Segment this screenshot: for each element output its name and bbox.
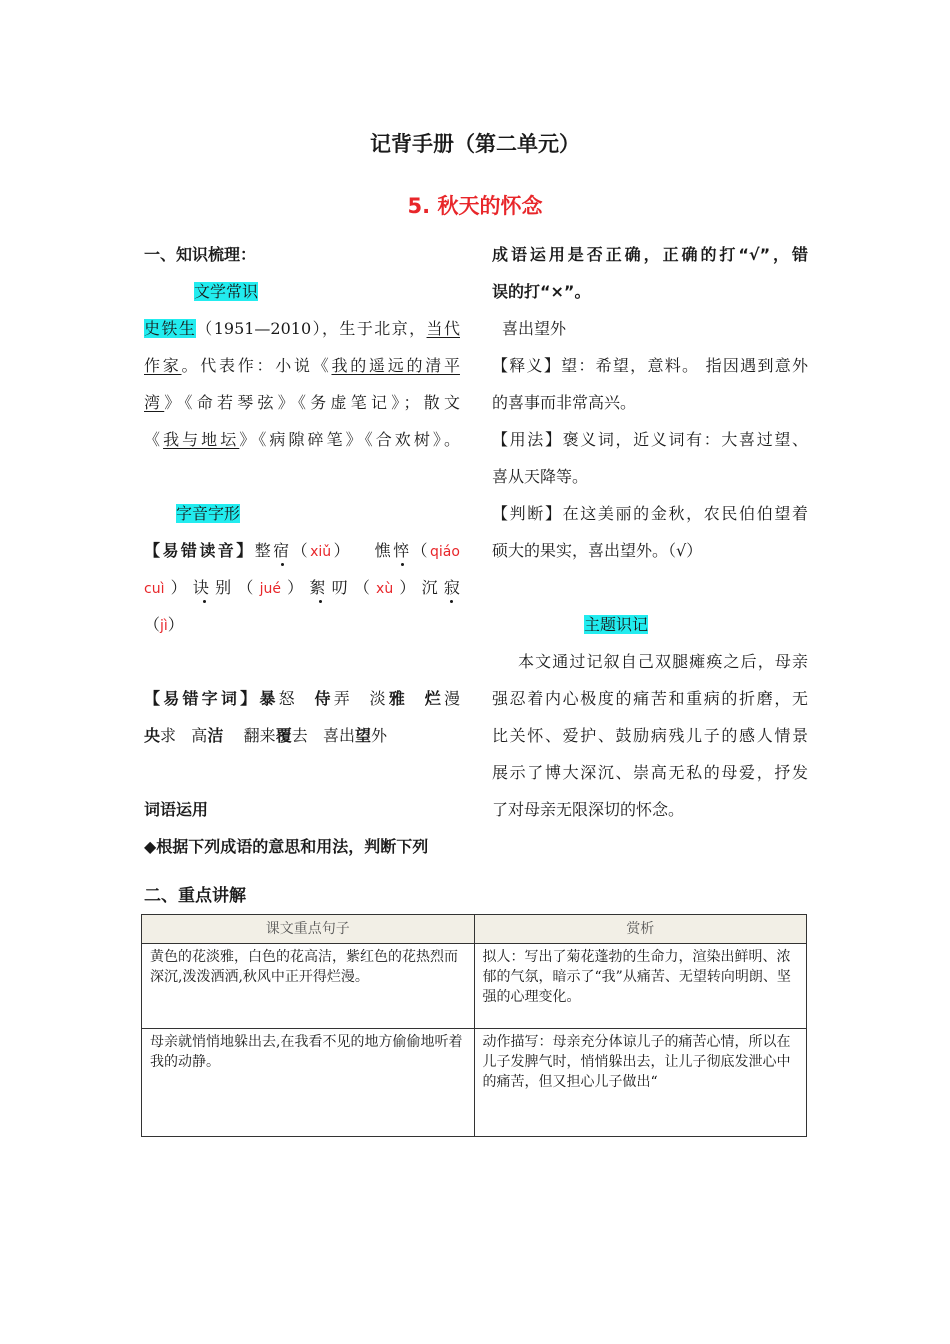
theme-heading: 主题识记 xyxy=(584,615,649,634)
usage-heading: 词语运用 xyxy=(144,800,209,819)
meaning-line-1: 【释义】望：希望，意料。 指因遇到意外 xyxy=(492,356,808,375)
table-header-row xyxy=(142,915,807,944)
table-cell-sentence: 母亲就悄悄地躲出去,在我看不见的地方偷偷地听着我的动静。 xyxy=(142,1029,475,1137)
pron-line-1: 【易错读音】整宿（xiǔ） 憔悴（qiáo xyxy=(144,541,460,560)
theme-line-4: 展示了博大深沉、崇高无私的母爱，抒发 xyxy=(492,763,808,782)
works-line-2: 湾》《命若琴弦》《务虚笔记》；散文 xyxy=(144,393,460,412)
theme-line-1: 本文通过记叙自己双腿瘫痪之后，母亲 xyxy=(518,652,808,671)
theme-line-3: 比关怀、爱护、鼓励病残儿子的感人情景 xyxy=(492,726,808,745)
pron-line-2: cuì）诀别（jué）絮叨（xù）沉寂 xyxy=(144,578,460,597)
instr-line-1: 成语运用是否正确，正确的打“√”，错 xyxy=(492,245,808,264)
section2-title: 二、重点讲解 xyxy=(144,886,246,906)
usage-line-1: 【用法】褒义词，近义词有：大喜过望、 xyxy=(492,430,808,449)
table-row xyxy=(142,944,807,1029)
works-line-1: 作家。代表作：小说《我的遥远的清平 xyxy=(144,356,460,375)
words-line-1: 【易错字词】暴怒 侍弄 淡雅 烂漫 xyxy=(144,689,460,708)
judge-line-2: 硕大的果实，喜出望外。（√） xyxy=(492,541,703,560)
instr-line-2: 误的打“×”。 xyxy=(492,282,591,301)
author-name: 史铁生 xyxy=(144,319,197,338)
table-cell-analysis: 动作描写：母亲充分体谅儿子的痛苦心情，所以在儿子发脾气时，悄悄躲出去，让儿子彻底发泄心中的痛苦，但又担心儿子做出“ xyxy=(474,1029,807,1137)
lesson-title: 5. 秋天的怀念 xyxy=(407,194,543,218)
usage-line-2: 喜从天降等。 xyxy=(492,467,589,486)
right-column xyxy=(492,236,808,828)
key-sentences-table xyxy=(141,914,807,1137)
meaning-line-2: 的喜事而非常高兴。 xyxy=(492,393,637,412)
judge-line-1: 【判断】在这美丽的金秋，农民伯伯望着 xyxy=(492,504,808,523)
pron-heading: 字音字形 xyxy=(176,504,241,523)
table-row xyxy=(142,1029,807,1137)
table-cell-sentence: 黄色的花淡雅，白色的花高洁，紫红色的花热烈而深沉,泼泼洒洒,秋风中正开得烂漫。 xyxy=(142,944,475,1029)
words-line-2: 央求 高洁 翻来覆去 喜出望外 xyxy=(144,726,388,745)
works-line-3: 《我与地坛》《病隙碎笔》《合欢树》。 xyxy=(144,430,460,449)
lit-heading: 文学常识 xyxy=(194,282,259,301)
author-line: 史铁生（1951—2010），生于北京，当代 xyxy=(144,319,460,338)
table-header-sentence: 课文重点句子 xyxy=(142,915,475,944)
table-cell-analysis: 拟人：写出了菊花蓬勃的生命力，渲染出鲜明、浓郁的气氛，暗示了“我”从痛苦、无望转向明朗、坚强的心理变化。 xyxy=(474,944,807,1029)
theme-line-2: 强忍着内心极度的痛苦和重病的折磨，无 xyxy=(492,689,808,708)
idiom: 喜出望外 xyxy=(502,319,567,338)
left-column xyxy=(144,236,460,865)
page-title: 记背手册（第二单元） xyxy=(370,132,580,156)
theme-line-5: 了对母亲无限深切的怀念。 xyxy=(492,800,685,819)
pron-line-3: （jì） xyxy=(144,615,184,634)
table-header-analysis: 赏析 xyxy=(474,915,807,944)
section1-title: 一、知识梳理： xyxy=(144,245,257,264)
usage-instruction: ◆根据下列成语的意思和用法，判断下列 xyxy=(144,837,429,856)
